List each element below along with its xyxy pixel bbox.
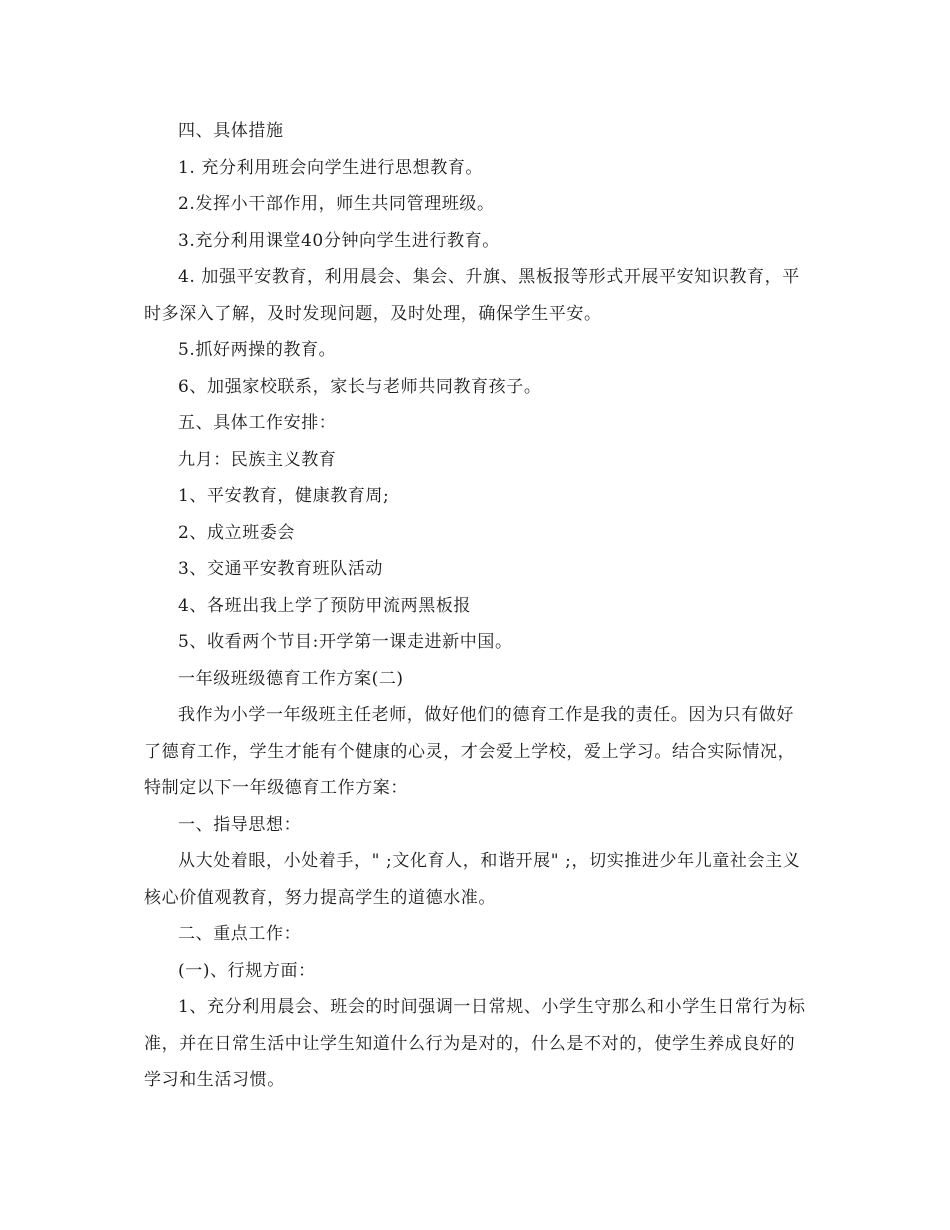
plan-title: 一年级班级德育工作方案(二) (178, 668, 404, 689)
section-heading-guiding-thought: 一、指导思想： (178, 814, 302, 835)
intro-paragraph: 我作为小学一年级班主任老师，做好他们的德育工作是我的责任。因为只有做好了德育工作，学生才能有个健康的心灵，才会爱上学校，爱上学习。结合实际情况，特制定以下一年级德育工作方案： (144, 705, 796, 798)
body-paragraph: 1、充分利用晨会、班会的时间强调一日常规、小学生守那么和小学生日常行为标准，并在日常生活中让学生知道什么行为是对的，什么是不对的，使学生养成良好的学习和生活习惯。 (144, 997, 806, 1090)
section-heading-measures: 四、具体措施 (178, 121, 284, 141)
list-item: 2、成立班委会 (178, 522, 296, 543)
body-paragraph: 从大处着眼，小处着手，" ;文化育人，和谐开展" ;，切实推进少年儿童社会主义核心价值观教育，努力提高学生的道德水准。 (144, 851, 801, 908)
list-item: 6、加强家校联系，家长与老师共同教育孩子。 (178, 376, 542, 397)
list-item: 3.充分利用课堂40分钟向学生进行教育。 (178, 230, 500, 251)
document-body (144, 113, 809, 1099)
list-item: 4. 加强平安教育，利用晨会、集会、升旗、黑板报等形式开展平安知识教育，平时多深入了解，及时发现问题，及时处理，确保学生平安。 (144, 267, 800, 324)
month-heading: 九月：民族主义教育 (178, 449, 337, 470)
list-item: 1、平安教育，健康教育周; (178, 486, 390, 506)
list-item: 4、各班出我上学了预防甲流两黑板报 (178, 595, 472, 616)
list-item: 3、交通平安教育班队活动 (178, 559, 384, 579)
section-heading-schedule: 五、具体工作安排： (178, 413, 337, 433)
list-item: 1. 充分利用班会向学生进行思想教育。 (178, 157, 484, 178)
subsection-heading-conduct: (一)、行规方面： (178, 960, 316, 981)
list-item: 5、收看两个节目:开学第一课走进新中国。 (178, 632, 513, 652)
section-heading-key-work: 二、重点工作： (178, 924, 302, 944)
list-item: 2.发挥小干部作用，师生共同管理班级。 (178, 194, 495, 214)
list-item: 5.抓好两操的教育。 (178, 340, 337, 360)
